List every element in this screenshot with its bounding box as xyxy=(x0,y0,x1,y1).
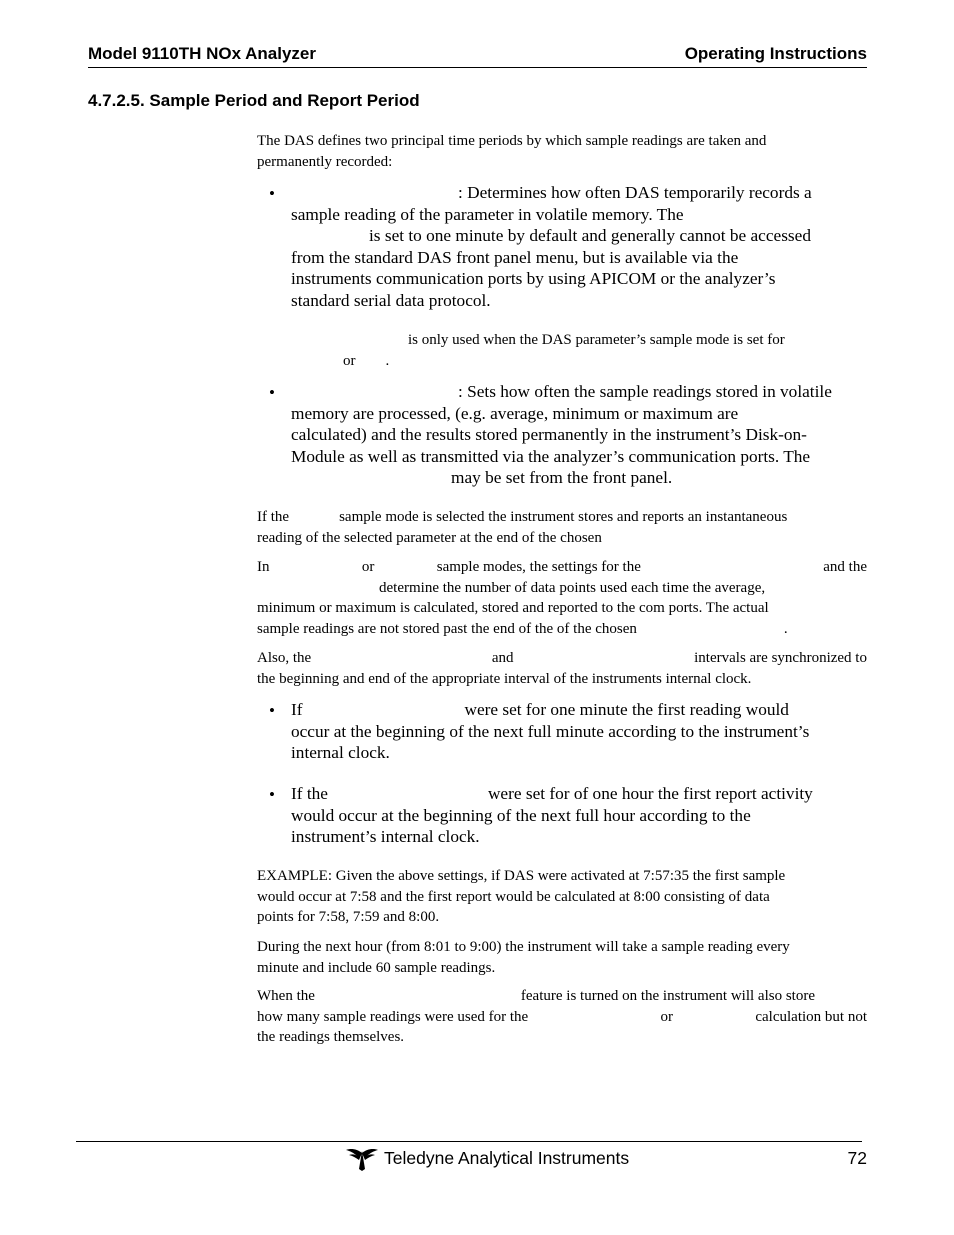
text-line: minimum or maximum is calculated, stored and reported to the com ports. The actual xyxy=(257,600,769,616)
text-line: or xyxy=(660,1008,674,1025)
bullet-marker: • xyxy=(269,184,275,203)
text-line: feature is turned on the instrument will also store xyxy=(520,988,815,1004)
text-line: the beginning and end of the appropriate interval of the instruments internal clock. xyxy=(257,670,752,687)
text-line: instruments communication ports by using APICOM or the analyzer’s xyxy=(291,269,776,288)
text-line: were set for of one hour the first report activity xyxy=(487,784,813,803)
text-line: or xyxy=(361,559,375,575)
text-line: or xyxy=(343,352,356,369)
text-line: If xyxy=(291,700,303,719)
text-line: If the xyxy=(291,784,328,803)
text-line: Also, the xyxy=(257,650,312,666)
text-line: If the xyxy=(257,509,290,525)
text-line: : Determines how often DAS temporarily records a xyxy=(458,183,812,202)
text-line: is set to one minute by default and generally cannot be accessed xyxy=(369,226,811,245)
text-line: EXAMPLE: Given the above settings, if DAS were activated at 7:57:35 the first sample xyxy=(257,868,786,884)
text-line: is only used when the DAS parameter’s sample mode is set for xyxy=(408,332,785,348)
header-model: Model 9110TH NOx Analyzer xyxy=(88,44,317,63)
text-line: and the xyxy=(823,559,867,575)
text-line: were set for one minute the first reading would xyxy=(464,700,789,719)
store-num-samples-paragraph xyxy=(257,986,867,1048)
text-line: calculated) and the results stored permanently in the instrument’s Disk-on- xyxy=(291,425,807,444)
avg-mode-paragraph xyxy=(257,557,867,639)
text-line: occur at the beginning of the next full minute according to the instrument’s xyxy=(291,721,810,741)
text-line: sample modes, the settings for the xyxy=(436,559,641,575)
text-line: points for 7:58, 7:59 and 8:00. xyxy=(257,909,440,925)
text-line: determine the number of data points used each time the average, xyxy=(379,579,766,596)
text-line: would occur at 7:58 and the first report would be calculated at 8:00 consisting of data xyxy=(257,888,770,905)
header-rule xyxy=(88,67,867,68)
text-line: standard serial data protocol. xyxy=(291,290,491,310)
text-line: would occur at the beginning of the next full hour according to the xyxy=(291,805,751,825)
text-line: Module as well as transmitted via the analyzer’s communication ports. The xyxy=(291,446,811,466)
header-section: Operating Instructions xyxy=(684,44,867,63)
footer-company: Teledyne Analytical Instruments xyxy=(384,1148,630,1168)
text-line: The DAS defines two principal time periods by which sample readings are taken and xyxy=(257,133,767,149)
page-number: 72 xyxy=(847,1148,867,1168)
section-title: 4.7.2.5. Sample Period and Report Period xyxy=(88,91,420,110)
text-line: reading of the selected parameter at the end of the chosen xyxy=(257,529,602,546)
sample-period-bullet xyxy=(291,182,866,311)
text-line: . xyxy=(385,352,390,369)
text-line: In xyxy=(257,559,270,575)
text-line: from the standard DAS front panel menu, but is available via the xyxy=(291,247,739,267)
report-sync-bullet xyxy=(291,783,866,848)
intro-paragraph xyxy=(257,131,867,172)
text-line: memory are processed, (e.g. average, minimum or maximum are xyxy=(291,403,739,423)
text-line: : Sets how often the sample readings stored in volatile xyxy=(458,382,832,401)
sample-sync-bullet xyxy=(291,699,866,764)
text-line: instrument’s internal clock. xyxy=(291,827,480,846)
text-line: the readings themselves. xyxy=(257,1029,405,1045)
bullet-marker: • xyxy=(269,383,275,402)
footer-rule xyxy=(76,1141,862,1142)
text-line: internal clock. xyxy=(291,743,390,762)
report-period-bullet xyxy=(291,381,866,489)
bullet-marker: • xyxy=(269,785,275,804)
sample-period-note xyxy=(257,330,867,371)
text-line: how many sample readings were used for the xyxy=(257,1008,529,1025)
text-line: . xyxy=(783,620,788,637)
text-line: sample mode is selected the instrument stores and reports an instantaneous xyxy=(339,509,788,525)
text-line: sample reading of the parameter in volatile memory. The xyxy=(291,204,684,224)
bullet-marker: • xyxy=(269,701,275,720)
text-line: calculation but not xyxy=(755,1008,867,1025)
text-line: sample readings are not stored past the end of the of the chosen xyxy=(257,620,637,637)
inst-mode-paragraph xyxy=(257,507,867,548)
synchronization-paragraph xyxy=(257,648,867,689)
text-line: intervals are synchronized to xyxy=(694,650,867,666)
example-paragraph xyxy=(257,866,867,928)
text-line: may be set from the front panel. xyxy=(451,468,673,487)
text-line: When the xyxy=(257,988,315,1004)
text-line: permanently recorded: xyxy=(257,153,393,170)
text-line: and xyxy=(491,650,514,666)
during-paragraph xyxy=(257,937,867,978)
text-line: During the next hour (from 8:01 to 9:00) the instrument will take a sample reading every xyxy=(257,939,790,955)
teledyne-logo-icon xyxy=(345,1147,379,1171)
text-line: minute and include 60 sample readings. xyxy=(257,959,496,976)
